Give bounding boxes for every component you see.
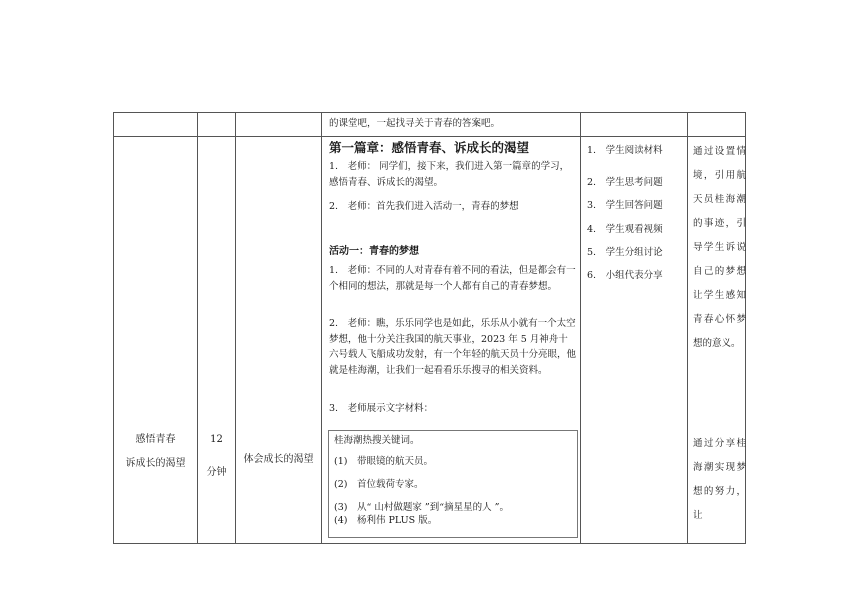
paragraph: 1. 老师： 同学们，接下来，我们进入第一篇章的学习，感悟青春、诉成长的渴望。 bbox=[329, 161, 570, 188]
activity-paragraph: 1. 老师：不同的人对青春有着不同的看法，但是都会有一个相同的想法，那就是每一个人都有自己的青春梦想。 bbox=[329, 265, 576, 292]
student-activity-item: 5. 学生分组讨论 bbox=[587, 247, 663, 258]
student-activity-item: 6. 小组代表分享 bbox=[587, 270, 663, 281]
table-bottom-border bbox=[113, 543, 746, 544]
column-line bbox=[235, 112, 236, 544]
activity-paragraph: 2. 老师：瞧，乐乐同学也是如此，乐乐从小就有一个太空梦想，他十分关注我国的航天事业，2023 年 5 月神舟十六号载人飞船成功发射，有一个年轻的航天员十分亮眼，他就是桂海潮，让我们一起看看乐乐搜寻的相关资料。 bbox=[329, 318, 577, 376]
material-item: (2) 首位载荷专家。 bbox=[334, 479, 424, 490]
student-activity-item: 2. 学生思考问题 bbox=[587, 177, 663, 188]
goal-text: 体会成长的渴望 bbox=[243, 454, 314, 465]
column-line bbox=[321, 112, 322, 544]
design-intent-text: 通过设置情境，引用航天员桂海潮的事迹，引导学生诉说自己的梦想让学生感知青春心怀梦想的意义。 bbox=[693, 146, 746, 349]
student-activity-item: 3. 学生回答问题 bbox=[587, 200, 663, 211]
student-activity-item: 1. 学生阅读材料 bbox=[587, 145, 663, 156]
material-item: (1) 带眼镜的航天员。 bbox=[334, 456, 433, 467]
paragraph: 2. 老师：首先我们进入活动一，青春的梦想 bbox=[329, 201, 519, 212]
column-line bbox=[687, 112, 688, 544]
column-line bbox=[113, 112, 114, 544]
student-activity-item: 4. 学生观看视频 bbox=[587, 224, 663, 235]
design-intent-text: 通过分享桂海潮实现梦想的努力，让 bbox=[693, 438, 746, 521]
table-top-border bbox=[113, 112, 746, 113]
material-title: 桂海潮热搜关键词。 bbox=[334, 435, 420, 446]
chapter-heading: 第一篇章：感悟青春、诉成长的渴望 bbox=[329, 140, 530, 155]
activity-heading: 活动一：青春的梦想 bbox=[329, 246, 419, 257]
time-unit: 分钟 bbox=[206, 467, 227, 478]
row-divider bbox=[113, 136, 746, 137]
column-line bbox=[580, 112, 581, 544]
top-row-content: 的课堂吧，一起找寻关于青春的答案吧。 bbox=[329, 118, 501, 129]
material-item: (3) 从“ 山村做题家 ”到“摘星星的人 ”。 bbox=[334, 502, 509, 513]
section-title-line-2: 诉成长的渴望 bbox=[125, 458, 186, 469]
material-item: (4) 杨利伟 PLUS 版。 bbox=[334, 515, 438, 526]
activity-paragraph: 3. 老师展示文字材料： bbox=[329, 403, 434, 414]
time-number: 12 bbox=[210, 434, 223, 445]
section-title-line-1: 感悟青春 bbox=[135, 434, 176, 445]
